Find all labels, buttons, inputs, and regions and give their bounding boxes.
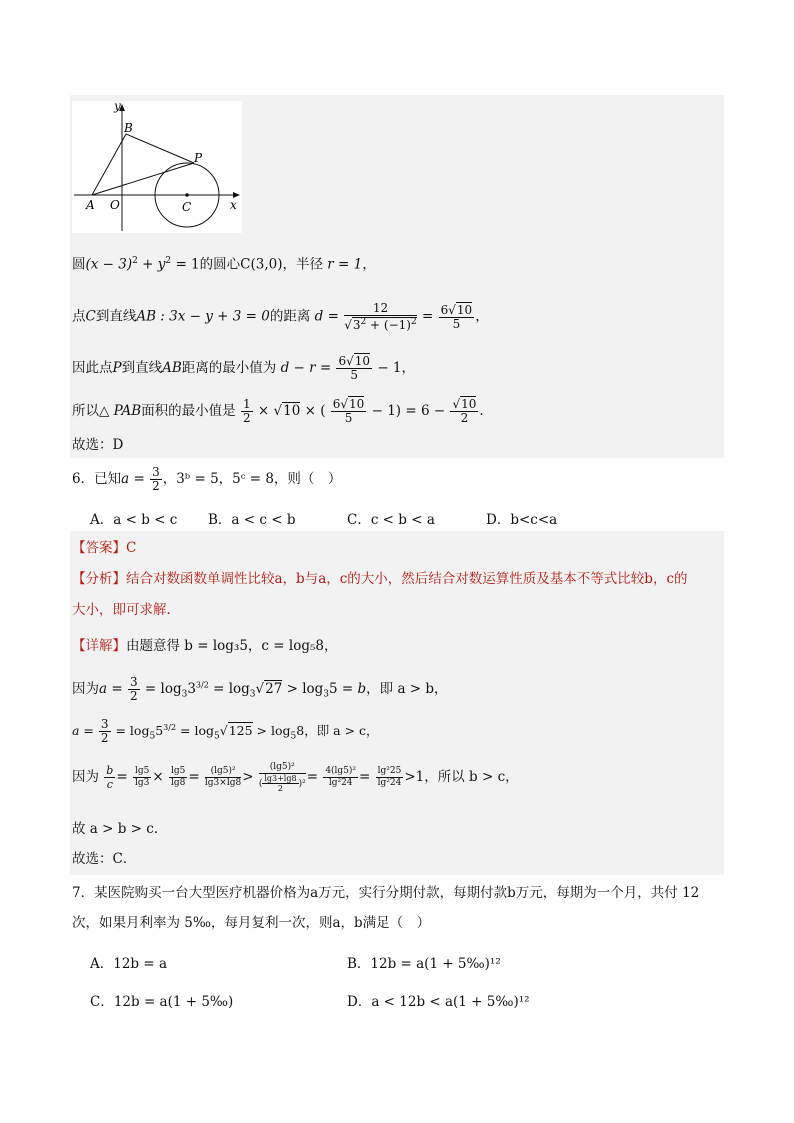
q6-option-b: B．a < c < b bbox=[208, 512, 296, 528]
figure-svg bbox=[72, 101, 242, 233]
q6-detail-line5: 故 a > b > c． bbox=[72, 821, 168, 837]
q6-analysis-line1: 【分析】结合对数函数单调性比较a，b与a，c的大小，然后结合对数运算性质及基本不等式比较b，c的 bbox=[72, 571, 688, 587]
geometry-figure bbox=[72, 101, 242, 233]
label-A: A bbox=[86, 198, 95, 212]
q6-stem: 6．已知a = $\frac{3}{2}$ ，3ᵇ = 5，5ᶜ = 8，则（ ） bbox=[72, 465, 342, 493]
q7-option-b: B．12b = a(1 + 5‰)¹² bbox=[347, 956, 501, 972]
q7-option-c: C．12b = a(1 + 5‰) bbox=[90, 994, 234, 1010]
q5-line-circle: 圆$(x - 3)^2 + y^2 = 1$的圆心C(3,0)，半径 r = 1， bbox=[72, 256, 376, 273]
q5-line-area: 所以△ PAB面积的最小值是 $\frac{1}{2}$ × √10 × ( $\frac{6√10}{5}$ − 1) = 6 − $\frac{√10}{2}$ . bbox=[72, 397, 484, 425]
label-C: C bbox=[182, 200, 192, 214]
q6-answer-line: 【答案】C bbox=[72, 540, 137, 556]
q7-stem-line2: 次，如果月利率为 5‰，每月复利一次，则a，b满足（ ） bbox=[72, 915, 431, 931]
label-x: x bbox=[230, 198, 237, 212]
label-B: B bbox=[124, 121, 133, 135]
q6-option-a: A．a < b < c bbox=[90, 512, 178, 528]
label-O: O bbox=[110, 198, 120, 212]
q7-option-a: A．12b = a bbox=[90, 956, 168, 972]
answer-tag: 【答案】 bbox=[72, 540, 126, 556]
q6-option-c: C．c < b < a bbox=[347, 512, 435, 528]
label-P: P bbox=[194, 151, 203, 165]
q7-option-d: D．a < 12b < a(1 + 5‰)¹² bbox=[347, 994, 530, 1010]
q6-detail-line2: 因为a = $\frac{3}{2}$ = $\log_33^{3/2} = \log_3√27 > \log_35 = b$，即 a > b， bbox=[72, 675, 448, 703]
q6-answer: 故选：C． bbox=[72, 851, 137, 867]
q5-answer: 故选：D bbox=[72, 437, 124, 453]
q6-analysis-line2: 大小，即可求解． bbox=[72, 602, 180, 618]
label-y: y bbox=[114, 101, 121, 113]
q6-option-d: D．b<c<a bbox=[486, 512, 558, 528]
q5-line-min-distance: 因此点P到直线AB距离的最小值为 d − r = $\frac{6√10}{5}$ − 1， bbox=[72, 354, 416, 382]
q7-stem-line1: 7．某医院购买一台大型医疗机器价格为a万元，实行分期付款，每期付款b万元，每期为一个月，共付 12 bbox=[72, 885, 700, 901]
q6-detail-line4: 因为 $\frac{b}{c}$ = $\frac{\lg 5}{\lg 3}$ × $\frac{\lg 5}{\lg 8}$ = $\frac{\text{(lg5)²}}{\lg 3\times\lg 8}$ > (lg5)² ( $\frac{\lg 3+\lg 8}{2}$ )² = $\frac{\text{4(lg5)²}}{\text{lg²24}}$ = $\frac{\text{lg²25}}{\text{lg²24}}$ >1，所以 b > c， bbox=[72, 762, 519, 793]
q6-detail-line1: 【详解】由题意得 b = log₃5，c = log₅8， bbox=[72, 638, 338, 654]
q6-detail-line3: a = $\frac{3}{2}$ = $\log_55^{3/2} = \log_5√125 > \log_58$，即 a > c， bbox=[72, 717, 379, 745]
q5-line-distance: 点C到直线AB : 3x − y + 3 = 0的距离 d = $\frac{12}{√3^2 + (-1)^2}$ = $\frac{6√10}{5}$ ， bbox=[72, 301, 489, 332]
